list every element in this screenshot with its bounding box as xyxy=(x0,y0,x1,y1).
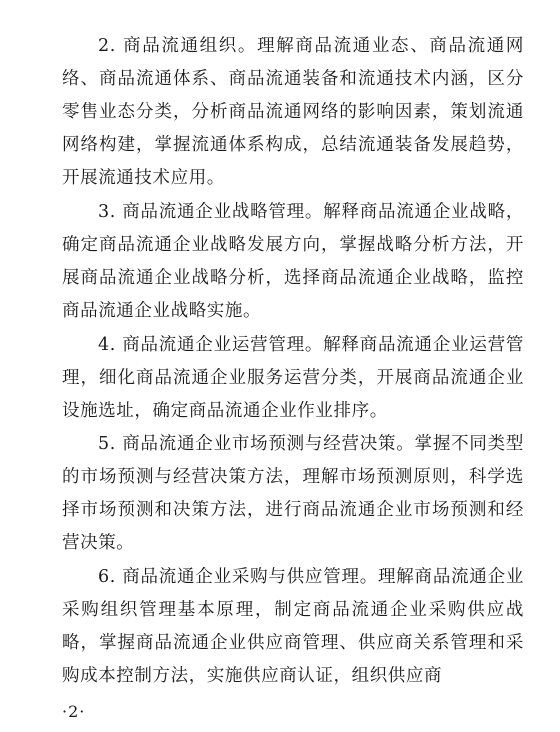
paragraph-enterprise-operations-management: 4. 商品流通企业运营管理。解释商品流通企业运营管理，细化商品流通企业服务运营分类，开展商品流通企业设施选址，确定商品流通企业作业排序。 xyxy=(62,335,524,421)
paragraph-market-forecast-decision: 5. 商品流通企业市场预测与经营决策。掌握不同类型的市场预测与经营决策方法，理解市场预测原则，科学选择市场预测和决策方法，进行商品流通企业市场预测和经营决策。 xyxy=(62,434,524,553)
paragraph-procurement-supply-management: 6. 商品流通企业采购与供应管理。理解商品流通企业采购组织管理基本原理，制定商品流通企业采购供应战略，掌握商品流通企业供应商管理、供应商关系管理和采购成本控制方法，实施供应商认证，组织供应商 xyxy=(62,567,524,686)
paragraph-commodity-circulation-organization: 2. 商品流通组织。理解商品流通业态、商品流通网络、商品流通体系、商品流通装备和流通技术内涵，区分零售业态分类，分析商品流通网络的影响因素，策划流通网络构建，掌握流通体系构成，总结流通装备发展趋势，开展流通技术应用。 xyxy=(62,36,524,188)
page-number: ·2· xyxy=(62,702,86,721)
paragraph-enterprise-strategy-management: 3. 商品流通企业战略管理。解释商品流通企业战略，确定商品流通企业战略发展方向，掌握战略分析方法，开展商品流通企业战略分析，选择商品流通企业战略，监控商品流通企业战略实施。 xyxy=(62,202,524,321)
